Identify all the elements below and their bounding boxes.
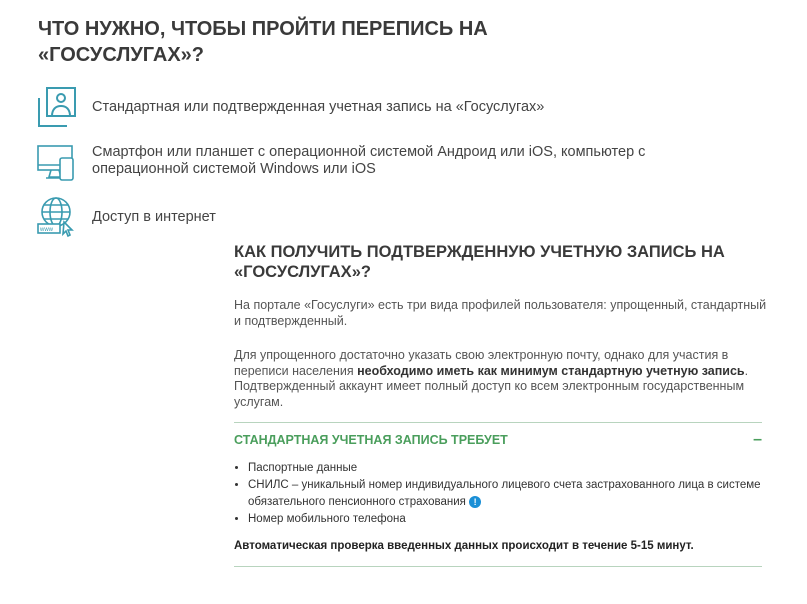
collapse-icon[interactable]: – (753, 431, 762, 448)
requirement-account: Стандартная или подтвержденная учетная запись на «Госуслугах» (36, 86, 544, 128)
profiles-paragraph: На портале «Госуслуги» есть три вида профилей пользователя: упрощенный, стандартный и подтвержденный. (234, 298, 767, 328)
globe-www-icon (36, 196, 78, 238)
requirement-internet: www Доступ в интернет (36, 196, 216, 238)
accordion-header[interactable]: СТАНДАРТНАЯ УЧЕТНАЯ ЗАПИСЬ ТРЕБУЕТ – (234, 431, 762, 448)
account-paragraph: Для упрощенного достаточно указать свою электронную почту, однако для участия в переписи населения необходимо иметь как минимум стандартную учетную запись. Подтвержденный аккаунт имеет полный доступ ко всем электронным государственным услугам. (234, 348, 749, 409)
devices-icon (36, 144, 78, 186)
list-item: • СНИЛС – уникальный номер индивидуального лицевого счета застрахованного лица в системе обязательного пенсионного страхования ! (248, 477, 768, 511)
list-item: • Паспортные данные (248, 460, 768, 477)
page-title: ЧТО НУЖНО, ЧТОБЫ ПРОЙТИ ПЕРЕПИСЬ НА «ГОСУСЛУГАХ»? (38, 18, 488, 66)
requirement-devices: Смартфон или планшет с операционной системой Андроид или iOS, компьютер с операционной системой Windows или iOS (36, 144, 692, 186)
divider (234, 422, 762, 423)
section-title: КАК ПОЛУЧИТЬ ПОДТВЕРЖДЕННУЮ УЧЕТНУЮ ЗАПИСЬ НА «ГОСУСЛУГАХ»? (234, 243, 725, 281)
divider (234, 566, 762, 567)
requirements-list (234, 460, 768, 528)
list-item: • Номер мобильного телефона (248, 511, 768, 528)
user-account-icon (36, 86, 78, 128)
svg-text:www: www (40, 227, 53, 233)
verification-note: Автоматическая проверка введенных данных происходит в течение 5-15 минут. (234, 540, 694, 552)
info-icon[interactable]: ! (469, 496, 481, 508)
